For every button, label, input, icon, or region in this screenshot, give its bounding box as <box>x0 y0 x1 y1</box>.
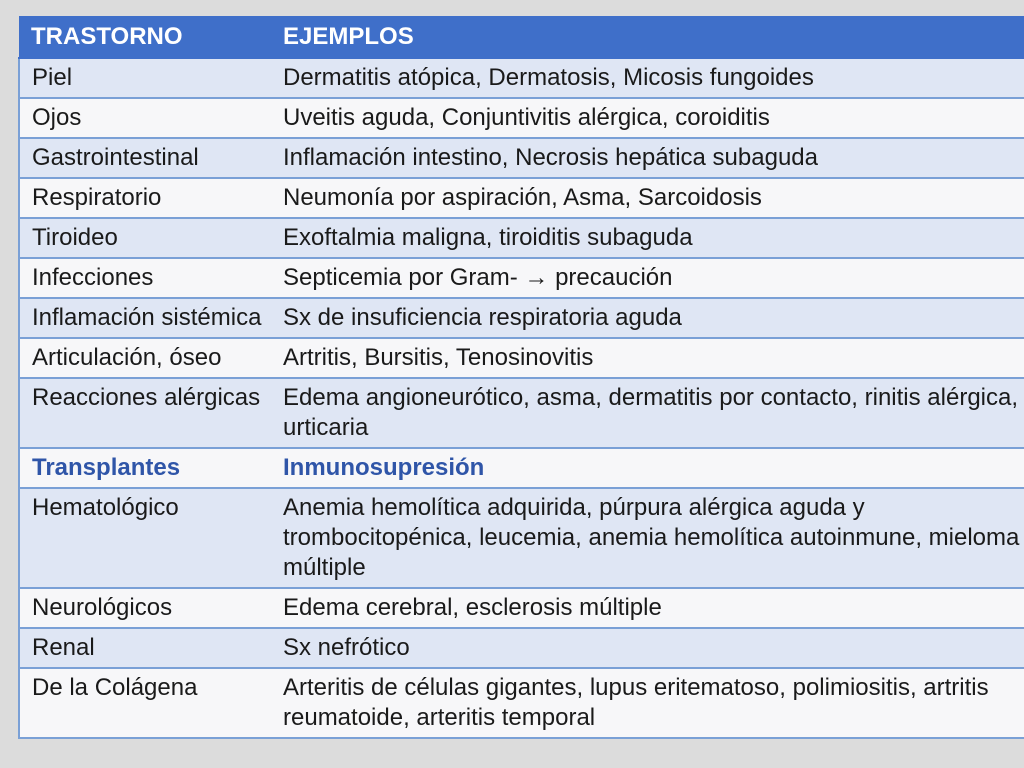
section-label: Inmunosupresión <box>271 448 1024 488</box>
table-row <box>19 668 1024 738</box>
table-row <box>19 488 1024 588</box>
table-row <box>19 218 1024 258</box>
cell-ejemplos: Sx de insuficiencia respiratoria aguda <box>271 298 1024 338</box>
cell-trastorno: Renal <box>19 628 271 668</box>
table-row <box>19 258 1024 298</box>
cell-trastorno: Neurológicos <box>19 588 271 628</box>
table-row <box>19 628 1024 668</box>
cell-ejemplos: Septicemia por Gram- → precaución <box>271 258 1024 298</box>
table-row <box>19 178 1024 218</box>
cell-ejemplos: Dermatitis atópica, Dermatosis, Micosis fungoides <box>271 58 1024 98</box>
cell-ejemplos: Exoftalmia maligna, tiroiditis subaguda <box>271 218 1024 258</box>
cell-trastorno: Ojos <box>19 98 271 138</box>
cell-ejemplos: Neumonía por aspiración, Asma, Sarcoidosis <box>271 178 1024 218</box>
cell-trastorno: Piel <box>19 58 271 98</box>
cell-ejemplos: Artritis, Bursitis, Tenosinovitis <box>271 338 1024 378</box>
cell-trastorno: Gastrointestinal <box>19 138 271 178</box>
cell-ejemplos: Arteritis de células gigantes, lupus eritematoso, polimiositis, artritis reumatoide, arteritis temporal <box>271 668 1024 738</box>
table-row <box>19 98 1024 138</box>
cell-ejemplos: Edema cerebral, esclerosis múltiple <box>271 588 1024 628</box>
table-header-row <box>19 16 1024 58</box>
cell-trastorno: Tiroideo <box>19 218 271 258</box>
table-row <box>19 58 1024 98</box>
cell-trastorno: Inflamación sistémica <box>19 298 271 338</box>
cell-trastorno: Respiratorio <box>19 178 271 218</box>
section-label: Transplantes <box>19 448 271 488</box>
cell-trastorno: Articulación, óseo <box>19 338 271 378</box>
cell-trastorno: Hematológico <box>19 488 271 588</box>
table-section-row <box>19 448 1024 488</box>
table-row <box>19 138 1024 178</box>
table-row <box>19 588 1024 628</box>
header-ejemplos: EJEMPLOS <box>271 16 1024 58</box>
cell-trastorno: De la Colágena <box>19 668 271 738</box>
cell-trastorno: Infecciones <box>19 258 271 298</box>
cell-ejemplos: Edema angioneurótico, asma, dermatitis por contacto, rinitis alérgica, urticaria <box>271 378 1024 448</box>
cell-ejemplos: Inflamación intestino, Necrosis hepática subaguda <box>271 138 1024 178</box>
cell-ejemplos: Uveitis aguda, Conjuntivitis alérgica, coroiditis <box>271 98 1024 138</box>
cell-ejemplos: Anemia hemolítica adquirida, púrpura alérgica aguda y trombocitopénica, leucemia, anemia hemolítica autoinmune, mieloma múltiple <box>271 488 1024 588</box>
table-row <box>19 378 1024 448</box>
table-row <box>19 298 1024 338</box>
cell-ejemplos: Sx nefrótico <box>271 628 1024 668</box>
disorders-table <box>18 16 1024 739</box>
cell-trastorno: Reacciones alérgicas <box>19 378 271 448</box>
header-trastorno: TRASTORNO <box>19 16 271 58</box>
table-row <box>19 338 1024 378</box>
